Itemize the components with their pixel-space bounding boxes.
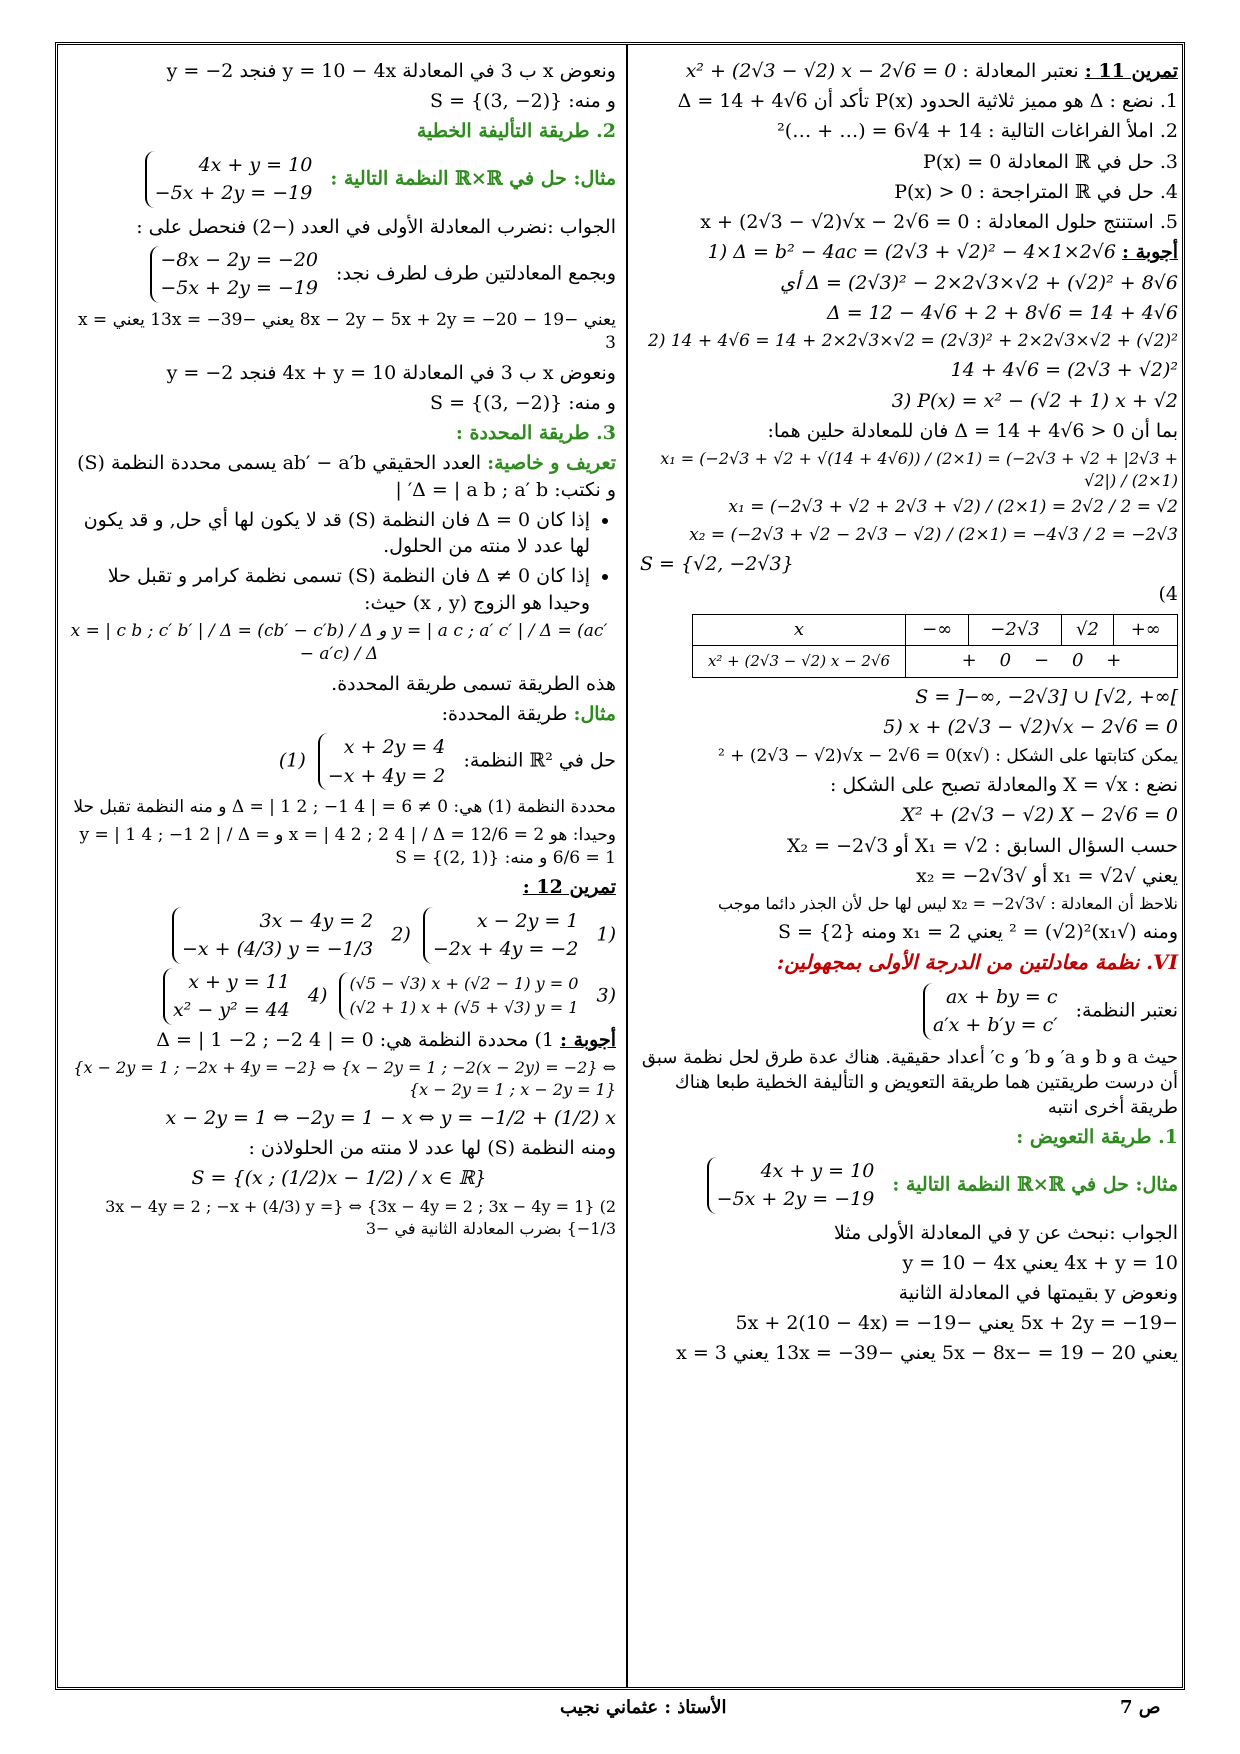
method-2-example-text: مثال: حل في ℝ×ℝ النظمة التالية : [330, 167, 616, 190]
method-2-system-eq-1: 4x + y = 10 [198, 153, 313, 176]
method-1-example [640, 1155, 1178, 1216]
method-2-line-1: الجواب :نضرب المعادلة الأولى في العدد (−2) فنحصل على : [136, 215, 616, 238]
method-2-line-2-text: وبجمع المعادلتين طرف لطرف نجد: [336, 262, 616, 285]
exercise-12-system-2-eq-1: 3x − 4y = 2 [259, 909, 374, 932]
sign-value: + [1106, 650, 1122, 672]
answer-3-line-1: 3) P(x) = x² − (√2 + 1) x + √2 [891, 389, 1178, 412]
sign-table-x-value: −∞ [906, 614, 969, 646]
continue-line-2: و منه: S = {(3, −2)} [430, 90, 616, 113]
method-2-system-2 [150, 246, 324, 303]
answer-5-line-6: يعني √x₁ = √2 أو √x₂ = −2√3 [916, 864, 1178, 887]
method-2-line-3: يعني −8x − 2y − 5x + 2y = −20 − 19 يعني −13x = −39 يعني x = 3 [77, 309, 616, 354]
exercise-11-intro: نعتبر المعادلة : [962, 60, 1079, 82]
determinant-example-system: حل في ℝ² النظمة: x + 2y = 4 −x + 4y = 2 (1) [62, 731, 616, 792]
answer-3-x1-b: x₁ = (−2√3 + √2 + 2√3 + √2) / (2×1) = 2√2 / 2 = √2 [728, 497, 1178, 518]
method-2-title: 2. طريقة التأليفة الخطية [416, 120, 616, 143]
sign-value: 0 [1071, 650, 1084, 672]
determinant-example-det: محددة النظمة (1) هي: Δ = | 1 2 ; −1 4 | = 6 ≠ 0 و منه النظمة تقبل حلا [73, 797, 616, 818]
method-2-line-2 [62, 244, 616, 305]
sign-table-x-value: √2 [1061, 614, 1114, 646]
exercise-11-equation: x² + (2√3 − √2) x − 2√6 = 0 [685, 60, 957, 82]
method-2-system-2-eq-2: −5x + 2y = −19 [160, 277, 318, 300]
question-4: 4. حل في ℝ المتراجحة : P(x) > 0 [894, 180, 1178, 203]
question-5: 5. استنتج حلول المعادلة : x + (2√3 − √2)√x − 2√6 = 0 [700, 211, 1178, 234]
sign-table-row-sign [693, 646, 1178, 678]
exercise-11-header [640, 58, 1178, 84]
method-2-system [145, 151, 319, 208]
section-vi-description: حيث a و b و a′ و b′ و c′ أعداد حقيقية. هناك عدة طرق لحل نظمة سبق أن درست طريقتين هما طريقة التعويض و التأليفة الخطية طبعا هناك طريقة أخرى انتبه [641, 1046, 1178, 1118]
answer-5-line-7: نلاحظ أن المعادلة : √x₂ = −2√3 ليس لها حل لأن الجذر دائما موجب [717, 894, 1178, 913]
general-system-eq-1: ax + by = c [945, 985, 1058, 1008]
rule-delta-zero: • إذا كان Δ = 0 فان النظمة (S) قد لا يكون لها أي حل, و قد يكون لها عدد لا منته من الحلول. [62, 507, 590, 559]
answer-5-line-3: نضع : X = √x والمعادلة تصبح على الشكل : [829, 774, 1178, 797]
exercise-12-answer-1-equivalence-2: x − 2y = 1 ⇔ −2y = 1 − x ⇔ y = −1/2 + (1/2) x [165, 1107, 616, 1130]
sign-table-row-x [693, 614, 1178, 646]
footer-page-number: ص 7 [1120, 1697, 1161, 1718]
exercise-12-system-3 [339, 972, 584, 1020]
determinant-example-title: مثال: [573, 702, 616, 725]
method-1-line-3: ونعوض y بقيمتها في المعادلة الثانية [898, 1282, 1178, 1305]
answer-1 [640, 239, 1178, 265]
determinant-example-solve: حل في ℝ² النظمة: [463, 749, 616, 772]
rule-delta-nonzero: • إذا كان Δ ≠ 0 فان النظمة (S) تسمى نظمة كرامر و تقبل حلا وحيدا هو الزوج (x , y) حيث: [62, 563, 590, 615]
continue-line-1: ونعوض x ب 3 في المعادلة y = 10 − 4x فنجد y = −2 [166, 60, 616, 82]
sign-table-x-value: −2√3 [969, 614, 1061, 646]
example-system-1 [318, 733, 452, 790]
exercise-12-answer-1-equivalence: {x − 2y = 1 ; −2x + 4y = −2} ⇔ {x − 2y = 1 ; −2(x − 2y) = −2} ⇔ {x − 2y = 1 ; x − 2y = 1} [73, 1057, 616, 1099]
method-2-line-4: ونعوض x ب 3 في المعادلة 4x + y = 10 فنجد y = −2 [166, 361, 616, 384]
method-1-example-text: مثال: حل في ℝ×ℝ النظمة التالية : [892, 1173, 1178, 1196]
exercise-12-system-1 [423, 907, 585, 964]
exercise-12-answer-1-conclusion: ومنه النظمة (S) لها عدد لا منته من الحلولاذن : [248, 1137, 616, 1160]
example-system-1-eq-2: −x + 4y = 2 [327, 764, 446, 787]
exercise-12-system-1-eq-2: −2x + 4y = −2 [432, 938, 579, 961]
exercise-12-system-4-eq-1: x + y = 11 [188, 970, 290, 993]
answer-3-solution: S = {√2, −2√3} [640, 553, 794, 576]
exercise-12-system-3-eq-1: (√5 − √3) x + (√2 − 1) y = 0 [349, 974, 579, 994]
definition-title: تعريف و خاصية: [487, 452, 616, 475]
exercise-12-answer-1-solution: S = {(x ; (1/2)x − 1/2) / x ∈ ℝ} [191, 1167, 487, 1190]
question-2: 2. املأ الفراغات التالية : 14 + 4√6 = (… + …)² [777, 120, 1178, 143]
question-3: 3. حل في ℝ المعادلة P(x) = 0 [922, 150, 1178, 173]
method-1-system-eq-2: −5x + 2y = −19 [716, 1188, 875, 1211]
exercise-12-answer-1-det: 1) محددة النظمة هي: Δ = | 1 −2 ; −2 4 | = 0 [156, 1028, 554, 1051]
left-column [62, 58, 616, 1244]
method-1-system [707, 1157, 881, 1214]
method-1-line-5: يعني 20 − 19 = −5x − 8x يعني −13x = −39 يعني x = 3 [676, 1342, 1178, 1365]
answers-title: أجوبة : [1122, 241, 1178, 264]
method-3-note: هذه الطريقة تسمى طريقة المحددة. [331, 672, 616, 695]
method-3-title: 3. طريقة المحددة : [455, 422, 616, 445]
exercise-12-system-3-eq-2: (√2 + 1) x + (√5 + √3) y = 1 [349, 998, 579, 1018]
answer-1-line-3: Δ = 12 − 4√6 + 2 + 8√6 = 14 + 4√6 [826, 301, 1178, 324]
answer-2-line-2: 14 + 4√6 = (2√3 + √2)² [950, 359, 1178, 382]
sign-table-x-value: +∞ [1114, 614, 1178, 646]
exercise-12-system-4-eq-2: x² − y² = 44 [172, 999, 290, 1022]
method-2-line-5: و منه: S = {(3, −2)} [430, 392, 616, 414]
answer-3-x2: x₂ = (−2√3 + √2 − 2√3 − √2) / (2×1) = −4√3 / 2 = −2√3 [689, 524, 1178, 545]
section-vi-title: VI. نظمة معادلتين من الدرجة الأولى بمجهولين: [776, 950, 1178, 975]
answer-5-line-2: يمكن كتابتها على الشكل : (√x)² + (2√3 − √2)√x − 2√6 = 0 [718, 745, 1178, 766]
method-1-line-4: −5x + 2y = −19 يعني −5x + 2(10 − 4x) = −19 [735, 1312, 1178, 1335]
footer-teacher: الأستاذ : عثماني نجيب [560, 1697, 727, 1718]
method-1-line-1: الجواب :نبحث عن y في المعادلة الأولى مثلا [834, 1221, 1178, 1244]
answer-4-label: 4) [1158, 583, 1178, 606]
definition [62, 450, 616, 502]
method-1-system-eq-1: 4x + y = 10 [760, 1159, 875, 1182]
exercise-12-answers-title: أجوبة : [560, 1028, 616, 1051]
determinant-rules [62, 507, 616, 616]
determinant-example-solution: وحيدا: هو x = | 4 2 ; 2 4 | / Δ = 12/6 = 2 و y = | 1 4 ; −1 2 | / Δ = 6/6 = 1 و منه: S = {(2, 1)} [79, 824, 616, 868]
answer-5-line-5: حسب السؤال السابق : X₁ = √2 أو X₂ = −2√3 [786, 834, 1178, 857]
answer-5-line-1: 5) x + (2√3 − √2)√x − 2√6 = 0 [883, 716, 1178, 739]
sign-table-sign-label: x² + (2√3 − √2) x − 2√6 [693, 646, 906, 678]
answer-2-line-1: 2) 14 + 4√6 = 14 + 2×2√3×√2 = (2√3)² + 2×2√3×√2 + (√2)² [648, 330, 1178, 351]
question-1: 1. نضع : Δ هو مميز ثلاثية الحدود P(x) تأكد أن Δ = 14 + 4√6 [677, 90, 1178, 113]
exercise-12-system-2-eq-2: −x + (4/3) y = −1/3 [181, 938, 374, 961]
sign-table-sign-values [906, 646, 1178, 678]
answer-4-solution: S = ]−∞, −2√3] ∪ [√2, +∞[ [915, 686, 1178, 709]
exercise-12-system-2 [172, 907, 379, 964]
answer-1-line-1: 1) Δ = b² − 4ac = (2√3 + √2)² − 4×1×2√6 [707, 241, 1116, 264]
section-vi-intro-text: نعتبر النظمة: [1075, 999, 1178, 1022]
answer-5-line-4: X² + (2√3 − √2) X − 2√6 = 0 [901, 804, 1178, 827]
definition-text: العدد الحقيقي ab′ − a′b يسمى محددة النظمة (S) و نكتب: Δ = | a b ; a′ b′ | [77, 452, 616, 501]
sign-value: − [1033, 650, 1050, 672]
exercise-11-title: تمرين 11 : [1084, 60, 1178, 82]
exercise-12-system-4 [163, 968, 296, 1025]
method-2-system-2-eq-1: −8x − 2y = −20 [160, 248, 318, 271]
sign-value: + [961, 650, 977, 672]
determinant-example-text: طريقة المحددة: [441, 702, 568, 725]
method-2-example [62, 149, 616, 210]
answer-3-x1-a: x₁ = (−2√3 + √2 + √(14 + 4√6)) / (2×1) = (−2√3 + √2 + |2√3 + √2|) / (2×1) [660, 449, 1178, 491]
method-1-title: 1. طريقة التعويض : [1016, 1126, 1178, 1149]
exercise-12-answer-2: 2) {3x − 4y = 2 ; 3x − 4y = 1} ⇔ {3x − 4y = 2 ; −x + (4/3) y = −1/3} بضرب المعادلة الثانية في −3 [105, 1196, 616, 1238]
general-system [923, 983, 1064, 1040]
sign-value: 0 [999, 650, 1012, 672]
example-system-1-eq-1: x + 2y = 4 [343, 736, 446, 759]
answer-1-line-2: أي Δ = (2√3)² − 2×2√3×√2 + (√2)² + 8√6 [780, 271, 1178, 294]
method-1-line-2: 4x + y = 10 يعني y = 10 − 4x [902, 1251, 1178, 1274]
sign-table-x-label: x [693, 614, 906, 646]
exercise-12-answer-1 [62, 1027, 616, 1053]
cramer-formulas: x = | c b ; c′ b′ | / Δ = (cb′ − c′b) / Δ و y = | a c ; a′ c′ | / Δ = (ac′ − a′c) / Δ [70, 620, 608, 665]
answer-3-line-2: بما أن Δ = 14 + 4√6 > 0 فان للمعادلة حلين هما: [767, 419, 1178, 442]
method-2-system-eq-2: −5x + 2y = −19 [154, 182, 313, 205]
general-system-eq-2: a′x + b′y = c′ [933, 1014, 1058, 1037]
answer-5-line-8: ومنه (√x₁)² = (√2)² يعني x₁ = 2 ومنه S = {2} [777, 921, 1178, 944]
exercise-12-systems: 1) x − 2y = 1 −2x + 4y = −2 2) 3x − 4y = 2 −x + (4/3) y = −1/3 3) (√5 − √3) x + (√2 − 1) y = 0 (√2 + 1) x + (√5 + √3) y = 1 4) x + y = 11 x² − y² = 44 [62, 905, 616, 1027]
determinant-example-heading [62, 701, 616, 727]
section-vi-intro [640, 981, 1178, 1042]
sign-table [692, 614, 1178, 679]
right-column [640, 58, 1178, 1371]
exercise-12-title: تمرين 12 : [522, 876, 616, 899]
column-divider [626, 44, 628, 1688]
exercise-12-system-1-eq-1: x − 2y = 1 [476, 909, 579, 932]
